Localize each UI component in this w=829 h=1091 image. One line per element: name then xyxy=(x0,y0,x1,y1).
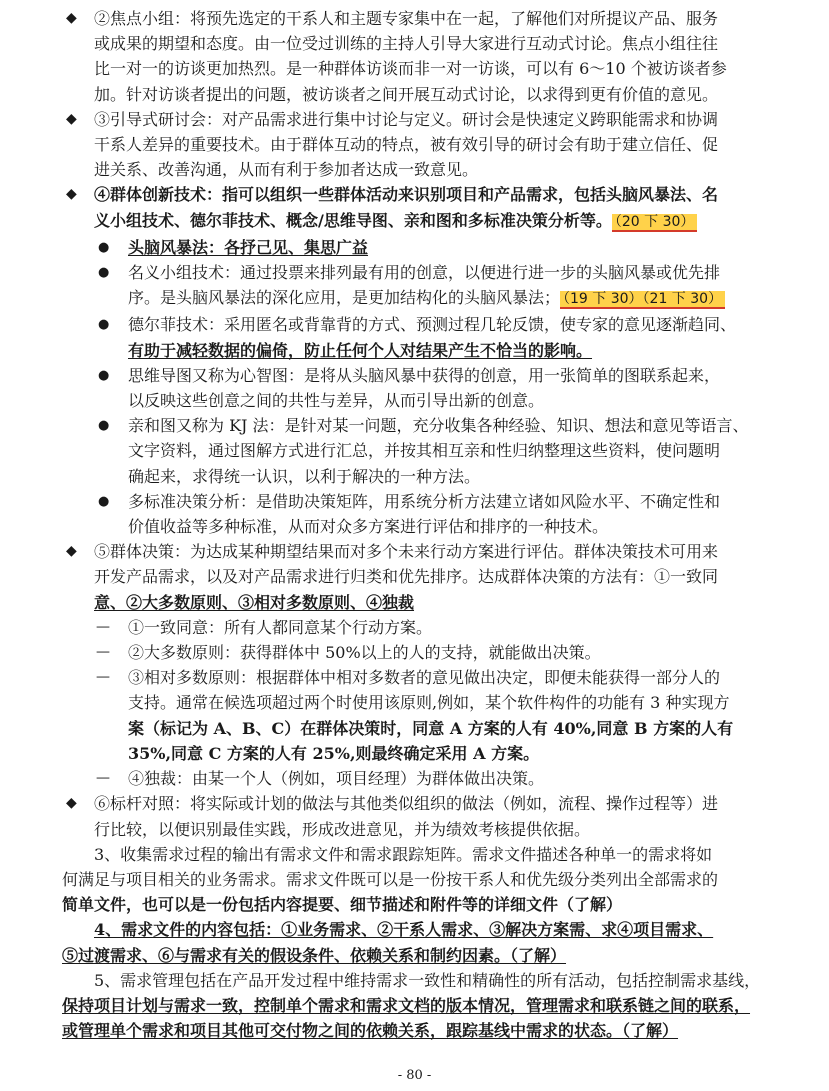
item-focus-group: ◆ ②焦点小组：将预先选定的干系人和主题专家集中在一起，了解他们对所提议产品、服务 xyxy=(62,6,779,31)
text-line: 开发产品需求，以及对产品需求进行归类和优先排序。达成群体决策的方法有：①一致同 xyxy=(94,567,719,587)
dot-bullet-icon: ● xyxy=(98,493,110,509)
text-line: 确起来，求得统一认识，以利于解决的一种方法。 xyxy=(128,466,481,486)
text-line: 或管理单个需求和项目其他可交付物之间的依赖关系，跟踪基线中需求的状态。（了解） xyxy=(62,1021,679,1041)
text-line: 有助于减轻数据的偏倚，防止任何个人对结果产生不恰当的影响。 xyxy=(128,340,593,360)
text-line: 35%,同意 C 方案的人有 25%,则最终确定采用 A 方案。 xyxy=(128,743,540,763)
dash-bullet-icon: — xyxy=(96,618,110,635)
decision-plurality: — ③相对多数原则：根据群体中相对多数者的意见做出决定，即便未能获得一部分人的 xyxy=(62,665,779,690)
text-line: 义小组技术、德尔菲技术、概念/思维导图、亲和图和多标准决策分析等。 （20 下 30） xyxy=(62,208,779,235)
sub-item-affinity: ● 亲和图又称为 KJ 法：是针对某一问题，充分收集各种经验、知识、想法和意见等语言、 xyxy=(62,413,779,438)
sub-item-brainstorm: ● 头脑风暴法：各抒己见、集思广益 xyxy=(62,235,779,260)
text-line: 以反映这些创意之间的共性与差异，从而引导出新的创意。 xyxy=(128,391,545,411)
dot-bullet-icon: ● xyxy=(98,367,110,383)
decision-dictatorship: — ④独裁：由某一个人（例如，项目经理）为群体做出决策。 xyxy=(62,766,779,791)
text-line: 加。针对访谈者提出的问题，被访谈者之间开展互动式讨论，以求得到更有价值的意见。 xyxy=(94,84,719,104)
dash-bullet-icon: — xyxy=(96,770,110,787)
diamond-bullet-icon: ◆ xyxy=(66,543,77,560)
text-line: 意、②大多数原则、③相对多数原则、④独裁 xyxy=(94,592,415,612)
dot-bullet-icon: ● xyxy=(98,418,110,434)
page-number: - 80 - xyxy=(397,1068,432,1083)
text-line: 简单文件，也可以是一份包括内容提要、细节描述和附件等的详细文件（了解） xyxy=(62,895,623,915)
text-line: 行比较，以便识别最佳实践，形成改进意见，并为绩效考核提供依据。 xyxy=(94,819,591,839)
paragraph-4: 4、需求文件的内容包括：①业务需求、②干系人需求、③解决方案需、求④项目需求、 xyxy=(94,920,714,940)
dot-bullet-icon: ● xyxy=(98,239,110,255)
diamond-bullet-icon: ◆ xyxy=(66,186,77,203)
text-line: 价值收益等多种标准，从而对众多方案进行评估和排序的一种技术。 xyxy=(128,517,609,537)
paragraph-5: 5、需求管理包括在产品开发过程中维持需求一致性和精确性的所有活动，包括控制需求基线， xyxy=(94,970,761,990)
text-line: 比一对一的访谈更加热烈。是一种群体访谈而非一对一访谈，可以有 6～10 个被访谈者参 xyxy=(94,59,727,79)
decision-unanimity: — ①一致同意：所有人都同意某个行动方案。 xyxy=(62,615,779,640)
diamond-bullet-icon: ◆ xyxy=(66,10,77,26)
text-line: 何满足与项目相关的业务需求。需求文件既可以是一份按干系人和优先级分类列出全部需求的 xyxy=(62,869,719,889)
dot-bullet-icon: ● xyxy=(98,265,110,281)
item-workshop: ◆ ③引导式研讨会：对产品需求进行集中讨论与定义。研讨会是快速定义跨职能需求和协调 xyxy=(62,107,779,132)
text-line: ⑤过渡需求、⑥与需求有关的假设条件、依赖关系和制约因素。（了解） xyxy=(62,945,567,965)
text-line: 或成果的期望和态度。由一位受过训练的主持人引导大家进行互动式讨论。焦点小组往往 xyxy=(94,34,719,54)
item-group-decision: ◆ ⑤群体决策：为达成某种期望结果而对多个未来行动方案进行评估。群体决策技术可用来 xyxy=(62,539,779,564)
paragraph-3: 3、收集需求过程的输出有需求文件和需求跟踪矩阵。需求文件描述各种单一的需求将如 xyxy=(94,844,713,864)
sub-item-mcda: ● 多标准决策分析：是借助决策矩阵，用系统分析方法建立诸如风险水平、不确定性和 xyxy=(62,489,779,514)
text-line: 干系人差异的重要技术。由于群体互动的特点，被有效引导的研讨会有助于建立信任、促 xyxy=(94,135,719,155)
exam-tag: （19 下 30）（21 下 30） xyxy=(560,291,725,309)
text-line: 序。是头脑风暴法的深化应用，是更加结构化的头脑风暴法； （19 下 30）（21 下 30） xyxy=(62,285,779,312)
diamond-bullet-icon: ◆ xyxy=(66,110,77,127)
item-benchmarking: ◆ ⑥标杆对照：将实际或计划的做法与其他类似组织的做法（例如，流程、操作过程等）进 xyxy=(62,791,779,816)
dash-bullet-icon: — xyxy=(96,644,110,661)
item-group-creativity: ◆ ④群体创新技术：指可以组织一些群体活动来识别项目和产品需求，包括头脑风暴法、名 xyxy=(62,182,779,207)
text-line: 文字资料，通过图解方式进行汇总，并按其相互亲和性归纳整理这些资料，使问题明 xyxy=(128,441,721,461)
dot-bullet-icon: ● xyxy=(98,317,110,333)
text-line: 保持项目计划与需求一致，控制单个需求和需求文档的版本情况，管理需求和联系链之间的联系， xyxy=(62,995,751,1015)
sub-item-delphi: ● 德尔菲技术：采用匿名或背靠背的方式、预测过程几轮反馈，使专家的意见逐渐趋同、 xyxy=(62,312,779,337)
text-line: 进关系、改善沟通，从而有利于参加者达成一致意见。 xyxy=(94,160,479,180)
decision-majority: — ②大多数原则：获得群体中 50%以上的人的支持，就能做出决策。 xyxy=(62,640,779,665)
text-line: 案（标记为 A、B、C）在群体决策时，同意 A 方案的人有 40%,同意 B 方案的人有 xyxy=(128,718,734,738)
diamond-bullet-icon: ◆ xyxy=(66,795,77,812)
sub-item-nominal-group: ● 名义小组技术：通过投票来排列最有用的创意，以便进行进一步的头脑风暴或优先排 xyxy=(62,260,779,285)
text-line: 支持。通常在候选项超过两个时使用该原则,例如，某个软件构件的功能有 3 种实现方 xyxy=(128,693,730,713)
sub-item-mind-map: ● 思维导图又称为心智图：是将从头脑风暴中获得的创意，用一张简单的图联系起来， xyxy=(62,363,779,388)
exam-tag: （20 下 30） xyxy=(612,214,698,232)
dash-bullet-icon: — xyxy=(96,669,110,686)
